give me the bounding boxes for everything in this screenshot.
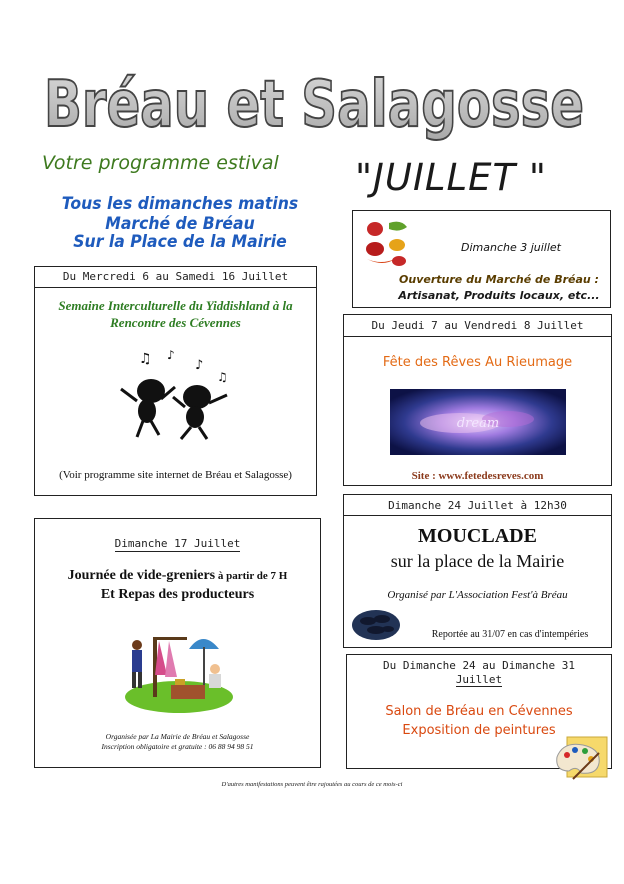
event-dreams-box xyxy=(343,314,612,486)
event-line: Ouverture du Marché de Bréau : xyxy=(399,273,599,286)
event-title: Salon de Bréau en Cévennes xyxy=(385,704,573,719)
dream-image-text: dream xyxy=(456,416,500,431)
market-line-1: Tous les dimanches matins Marché de Bréau xyxy=(61,194,299,234)
event-registration: Inscription obligatoire et gratuite : 06 88 94 98 51 xyxy=(101,742,254,751)
event-date xyxy=(347,659,611,687)
event-title-line: Et Repas des producteurs xyxy=(100,587,255,602)
event-organizer: Organisé par L'Association Fest'à Bréau xyxy=(387,589,568,601)
event-subtitle: sur la place de la Mairie xyxy=(390,551,565,571)
svg-text:♪: ♪ xyxy=(195,358,204,373)
event-title-line xyxy=(35,568,320,584)
month-heading: "JUILLET " xyxy=(355,156,547,199)
title-text: Bréau et Salagosse xyxy=(44,68,584,142)
event-date-line: Du Dimanche 24 au Dimanche 31 xyxy=(382,659,576,672)
event-title-line: Rencontre des Cévennes xyxy=(110,315,241,330)
event-date: Du Jeudi 7 au Vendredi 8 Juillet xyxy=(344,317,611,335)
svg-text:♫: ♫ xyxy=(217,370,228,384)
event-title-main: Journée de vide-greniers xyxy=(67,568,216,583)
event-date: Dimanche 3 juillet xyxy=(460,241,561,254)
event-line: Artisanat, Produits locaux, etc... xyxy=(398,289,600,302)
footer-note: D'autres manifestations peuvent être rajoutées au cours de ce mois-ci xyxy=(221,781,403,788)
market-line-2: Sur la Place de la Mairie xyxy=(73,232,287,252)
event-date-line xyxy=(347,673,611,687)
flea-market-illustration xyxy=(123,619,235,715)
event-vide-greniers-box xyxy=(34,518,321,768)
subtitle: Votre programme estival xyxy=(42,152,279,174)
event-date-text: Dimanche 17 Juillet xyxy=(114,537,241,550)
dream-image xyxy=(390,389,566,455)
event-title-line: Semaine Interculturelle du Yiddishland à la xyxy=(58,298,293,313)
event-postponed-note: Reportée au 31/07 en cas d'intempéries xyxy=(431,629,589,640)
event-title: MOUCLADE xyxy=(418,525,537,547)
palette-icon xyxy=(553,735,613,781)
event-mouclade-box xyxy=(343,494,612,648)
event-market-box xyxy=(352,210,611,308)
event-subtitle: Exposition de peintures xyxy=(402,723,556,738)
mussels-icon xyxy=(350,603,402,643)
event-date-month: Juillet xyxy=(455,673,503,686)
event-salon-box xyxy=(346,654,612,769)
event-date: Dimanche 24 Juillet à 12h30 xyxy=(344,497,611,516)
vegetables-icon xyxy=(361,217,411,267)
event-date xyxy=(35,537,320,550)
event-yiddish-box xyxy=(34,266,317,496)
svg-text:♪: ♪ xyxy=(167,348,175,362)
event-title xyxy=(41,297,310,331)
event-footer: (Voir programme site internet de Bréau et Salagosse) xyxy=(59,469,292,481)
dancers-icon xyxy=(115,347,235,442)
event-title: Fête des Rêves Au Rieumage xyxy=(382,355,573,370)
page-title xyxy=(38,62,590,142)
svg-text:♫: ♫ xyxy=(139,351,152,367)
event-date: Du Mercredi 6 au Samedi 16 Juillet xyxy=(35,267,316,288)
event-site-link[interactable]: Site : www.fetedesreves.com xyxy=(411,470,544,482)
event-organizer: Organisée par La Mairie de Bréau et Salagosse xyxy=(105,732,250,741)
event-title-time: à partir de 7 H xyxy=(215,570,288,582)
